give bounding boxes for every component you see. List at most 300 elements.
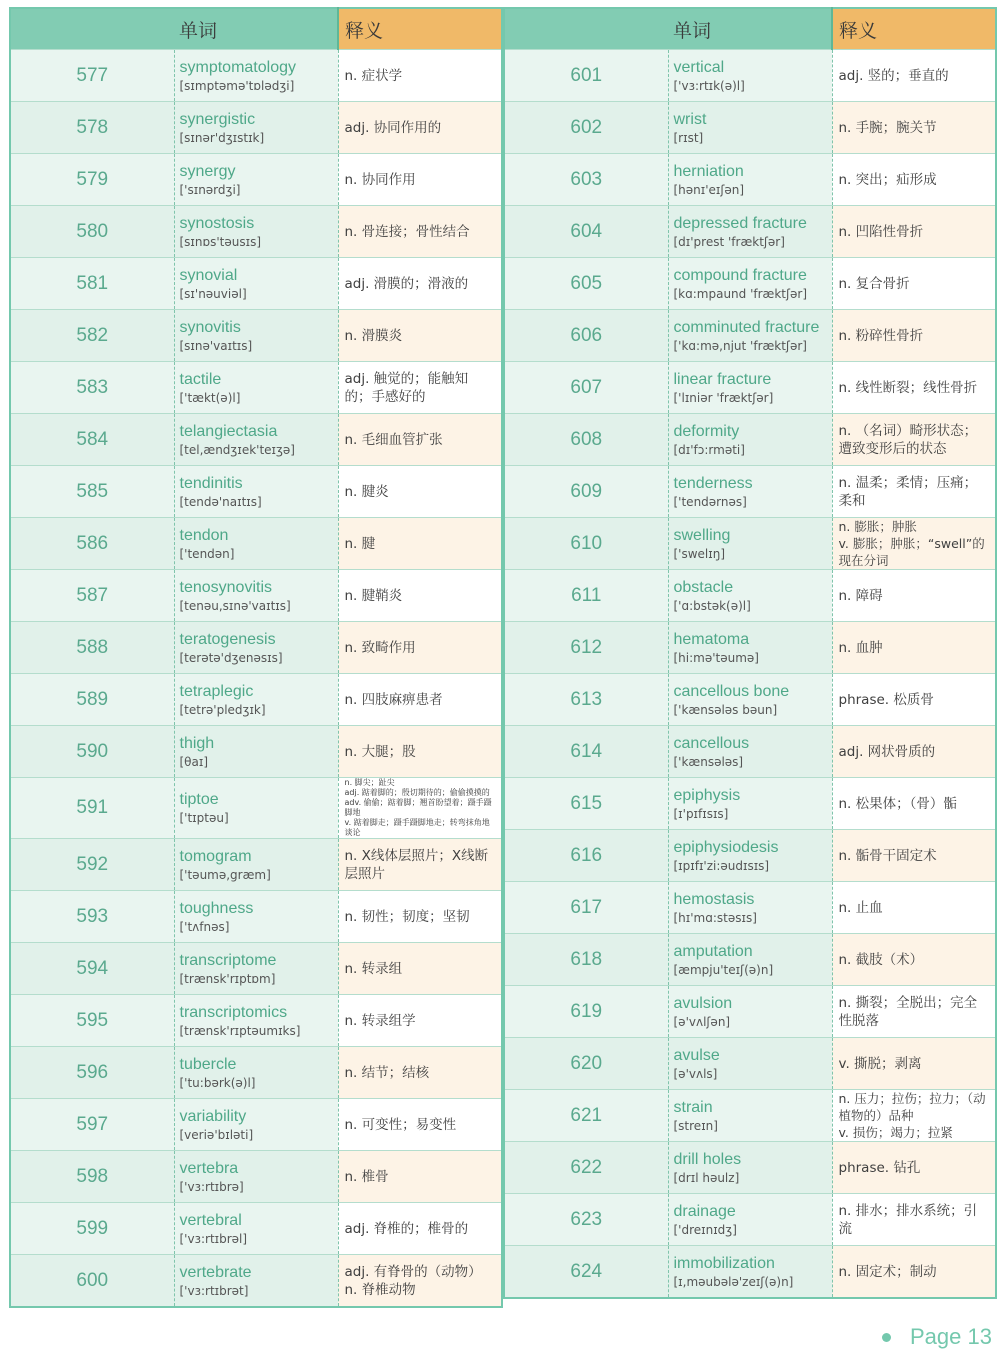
entry-phonetic: [tel,ændʒɪek'teɪʒə] [179,442,295,457]
entry-phonetic: [sɪmptəmə'tɒlədʒi] [179,78,295,93]
entry-word: synostosis [179,214,255,232]
definition-cell [338,622,502,674]
entry-definition: n. 椎骨 [344,1168,389,1185]
entry-definition: adj. 踮着脚的；殷切期待的；偷偷摸摸的 [344,788,490,797]
definition-cell [338,570,502,622]
table-row [10,674,502,726]
word-cell [174,726,338,778]
entry-number: 587 [10,570,174,622]
entry-phonetic: [tetrə'pledʒɪk] [179,702,266,717]
page-footer [878,1324,998,1354]
entry-number: 601 [504,50,668,102]
entry-number: 597 [10,1099,174,1151]
definition-cell [338,674,502,726]
entry-number: 602 [504,102,668,154]
entry-phonetic: ['tækt(ə)l] [179,390,241,405]
entry-definition: n. 骨连接；骨性结合 [344,223,470,240]
table-row [10,1255,502,1308]
entry-word: drill holes [673,1150,742,1168]
word-cell [668,726,832,778]
table-row [504,1194,996,1246]
word-cell [668,1090,832,1142]
word-cell [668,1038,832,1090]
entry-word: thigh [179,734,215,752]
table-row [10,891,502,943]
table-row [10,518,502,570]
definition-cell [832,1194,996,1246]
word-cell [174,414,338,466]
entry-word: hemostasis [673,890,755,908]
entry-word: wrist [673,110,707,128]
entry-phonetic: ['tɪptəu] [179,811,229,825]
entry-number: 589 [10,674,174,726]
entry-phonetic: ['ɑ:bstək(ə)l] [673,598,751,613]
entry-phonetic: ['swelɪŋ] [673,546,726,561]
table-row [10,1099,502,1151]
definition-cell [832,1090,996,1142]
word-cell [668,1142,832,1194]
definition-cell [832,518,996,570]
entry-number: 577 [10,50,174,102]
word-cell [174,943,338,995]
entry-number: 618 [504,934,668,986]
entry-word: synovitis [179,318,241,336]
entry-phonetic: ['kænsələs bəun] [673,702,778,717]
word-cell [174,1099,338,1151]
entry-word: swelling [673,526,731,544]
definition-cell [832,882,996,934]
table-row [504,310,996,362]
entry-number: 607 [504,362,668,414]
table-row [10,622,502,674]
entry-number: 611 [504,570,668,622]
entry-phonetic: [ɪ'pɪfɪsɪs] [673,806,729,821]
table-row [10,943,502,995]
word-cell [668,986,832,1038]
entry-word: obstacle [673,578,734,596]
entry-definition: v. 踮着脚走；蹑手蹑脚地走；转弯抹角地谈论 [344,818,490,837]
table-row [504,622,996,674]
entry-word: variability [179,1107,247,1125]
entry-definition: adj. 有脊骨的（动物） [344,1263,482,1280]
entry-phonetic: [hɪ'mɑ:stəsɪs] [673,910,757,925]
word-cell [174,206,338,258]
entry-definition: n. 结节；结核 [344,1064,430,1081]
entry-word: tendinitis [179,474,243,492]
entry-number: 592 [10,839,174,891]
entry-definition: n. 血肿 [838,639,883,656]
entry-word: immobilization [673,1254,775,1272]
table-row [10,310,502,362]
definition-cell [338,518,502,570]
table-row [10,102,502,154]
definition-cell [338,943,502,995]
header-word: 单词 [668,8,832,50]
entry-definition: n. 止血 [838,899,883,916]
word-cell [174,258,338,310]
entry-word: synergistic [179,110,256,128]
word-cell [668,622,832,674]
definition-cell [338,1151,502,1203]
table-row [10,1047,502,1099]
entry-definition: n. 转录组学 [344,1012,416,1029]
entry-number: 613 [504,674,668,726]
table-row [504,518,996,570]
entry-phonetic: ['tendərnəs] [673,494,747,509]
entry-definition: v. 撕脱；剥离 [838,1055,922,1072]
definition-cell [832,206,996,258]
table-row [504,778,996,830]
entry-definition: n. 排水；排水系统；引流 [838,1202,978,1237]
entry-word: vertebra [179,1159,239,1177]
definition-cell [338,102,502,154]
table-header [10,8,502,50]
entry-number: 580 [10,206,174,258]
entry-number: 595 [10,995,174,1047]
word-cell [174,839,338,891]
entry-phonetic: [ə'vʌlʃən] [673,1014,731,1029]
table-row [504,674,996,726]
entry-definition: phrase. 松质骨 [838,691,934,708]
table-row [504,154,996,206]
entry-word: synovial [179,266,238,284]
word-cell [174,1203,338,1255]
entry-definition: n. 毛细血管扩张 [344,431,443,448]
definition-cell [832,50,996,102]
entry-number: 594 [10,943,174,995]
table-row [10,726,502,778]
entry-phonetic: [tendə'naɪtɪs] [179,494,262,509]
word-cell [668,830,832,882]
definition-cell [832,414,996,466]
definition-cell [338,362,502,414]
entry-definition: n. 截肢（术） [838,951,924,968]
entry-word: avulsion [673,994,733,1012]
entry-number: 581 [10,258,174,310]
definition-cell [338,310,502,362]
definition-cell [832,570,996,622]
table-row [504,362,996,414]
word-cell [174,778,338,839]
entry-number: 612 [504,622,668,674]
entry-phonetic: ['dreɪnɪdʒ] [673,1222,737,1237]
definition-cell [832,258,996,310]
entry-number: 604 [504,206,668,258]
table-row [10,414,502,466]
table-row [504,258,996,310]
entry-number: 596 [10,1047,174,1099]
entry-word: symptomatology [179,58,296,76]
table-row [504,726,996,778]
entry-phonetic: [sɪnə'vaɪtɪs] [179,338,253,353]
vocab-table-right [503,7,997,1299]
entry-phonetic: [trænsk'rɪptɒm] [179,971,276,986]
entry-phonetic: ['vɜ:rtɪbrət] [179,1283,249,1298]
entry-word: vertebrate [179,1263,252,1281]
word-cell [174,310,338,362]
word-cell [174,50,338,102]
entry-phonetic: [sɪnər'dʒɪstɪk] [179,130,265,145]
entry-definition: adv. 偷偷；踮着脚；翘首盼望着；蹑手蹑脚地 [344,798,492,817]
word-cell [174,891,338,943]
word-cell [174,622,338,674]
table-row [504,50,996,102]
definition-cell [338,1099,502,1151]
word-cell [668,414,832,466]
entry-definition: n. 障碍 [838,587,883,604]
definition-cell [338,995,502,1047]
entry-definition: n. X线体层照片；X线断层照片 [344,847,489,882]
entry-word: tendon [179,526,229,544]
entry-phonetic: [hənɪ'eɪʃən] [673,182,745,197]
vocab-rows-left [10,50,502,1308]
definition-cell [832,934,996,986]
entry-number: 588 [10,622,174,674]
entry-number: 606 [504,310,668,362]
entry-phonetic: [dɪ'fɔ:rməti] [673,442,745,457]
entry-phonetic: [dɪ'prest 'fræktʃər] [673,234,785,249]
entry-number: 585 [10,466,174,518]
word-cell [668,674,832,726]
table-row [10,570,502,622]
entry-definition: n. 大腿；股 [344,743,416,760]
entry-phonetic: [sɪnɒs'təusɪs] [179,234,262,249]
table-row [504,882,996,934]
entry-phonetic: [æmpju'teɪʃ(ə)n] [673,962,774,977]
entry-phonetic: ['vɜ:rtɪbrə] [179,1179,244,1194]
entry-phonetic: [tenəu,sɪnə'vaɪtɪs] [179,598,291,613]
table-row [10,362,502,414]
entry-word: tenderness [673,474,753,492]
definition-cell [338,726,502,778]
table-row [10,1151,502,1203]
entry-definition: n. 手腕；腕关节 [838,119,937,136]
entry-number: 605 [504,258,668,310]
entry-number: 608 [504,414,668,466]
header-word: 单词 [174,8,338,50]
entry-definition: adj. 触觉的；能触知的；手感好的 [344,370,469,405]
entry-definition: n. 粉碎性骨折 [838,327,924,344]
entry-word: vertical [673,58,725,76]
entry-phonetic: [sɪ'nəuviəl] [179,286,247,301]
entry-definition: v. 损伤；竭力；拉紧 [838,1125,953,1140]
entry-definition: n. 滑膜炎 [344,327,403,344]
entry-number: 599 [10,1203,174,1255]
entry-definition: n. 症状学 [344,67,403,84]
word-cell [174,1047,338,1099]
definition-cell [832,310,996,362]
entry-number: 603 [504,154,668,206]
entry-phonetic: [terətə'dʒenəsɪs] [179,650,283,665]
entry-word: cancellous bone [673,682,790,700]
entry-number: 593 [10,891,174,943]
table-row [10,206,502,258]
entry-number: 600 [10,1255,174,1308]
word-cell [668,778,832,830]
entry-word: teratogenesis [179,630,276,648]
table-row [10,839,502,891]
definition-cell [832,1038,996,1090]
table-header [504,8,996,50]
entry-definition: v. 膨胀；肿胀；“swell”的现在分词 [838,536,985,568]
entry-definition: n. 复合骨折 [838,275,910,292]
entry-phonetic: [ɪpɪfɪ'zi:əudɪsɪs] [673,858,770,873]
entry-phonetic: ['tendən] [179,546,235,561]
entry-phonetic: [streɪn] [673,1118,718,1133]
entry-definition: n. 骺骨干固定术 [838,847,937,864]
definition-cell [832,1142,996,1194]
word-cell [174,1151,338,1203]
entry-definition: n. 脊椎动物 [344,1281,416,1298]
entry-number: 622 [504,1142,668,1194]
table-row [504,570,996,622]
word-cell [174,466,338,518]
entry-definition: n. （名词）畸形状态；遭致变形后的状态 [838,422,978,457]
word-cell [668,882,832,934]
entry-word: tomogram [179,847,252,865]
entry-definition: n. 撕裂；全脱出；完全性脱落 [838,994,978,1029]
definition-cell [832,622,996,674]
word-cell [668,154,832,206]
entry-word: epiphysiodesis [673,838,779,856]
entry-definition: adj. 网状骨质的 [838,743,936,760]
table-row [10,154,502,206]
entry-phonetic: [veriə'bɪləti] [179,1127,254,1142]
entry-definition: n. 膨胀；肿胀 [838,519,917,534]
entry-definition: n. 腱鞘炎 [344,587,403,604]
entry-phonetic: [ɪ,məubələ'zeɪʃ(ə)n] [673,1274,794,1289]
entry-phonetic: ['sɪnərdʒi] [179,182,241,197]
word-cell [174,1255,338,1308]
table-row [10,995,502,1047]
entry-word: comminuted fracture [673,318,820,336]
entry-number: 584 [10,414,174,466]
table-row [10,258,502,310]
entry-definition: n. 致畸作用 [344,639,416,656]
table-row [504,934,996,986]
entry-word: herniation [673,162,744,180]
vocab-table-left [9,7,503,1308]
entry-number: 616 [504,830,668,882]
table-row [504,206,996,258]
entry-definition: n. 压力；拉伤；拉力；（动植物的）品种 [838,1091,986,1123]
entry-definition: adj. 滑膜的；滑液的 [344,275,469,292]
definition-cell [832,466,996,518]
table-row [504,414,996,466]
entry-word: linear fracture [673,370,772,388]
entry-word: hematoma [673,630,750,648]
entry-number: 610 [504,518,668,570]
entry-number: 620 [504,1038,668,1090]
entry-word: deformity [673,422,740,440]
entry-definition: n. 腱炎 [344,483,389,500]
entry-number: 591 [10,778,174,839]
table-row [10,50,502,102]
entry-definition: adj. 脊椎的；椎骨的 [344,1220,469,1237]
table-row [504,102,996,154]
word-cell [174,570,338,622]
vocab-rows-right [504,50,996,1299]
definition-cell [832,102,996,154]
entry-definition: n. 突出；疝形成 [838,171,937,188]
entry-definition: n. 固定术；制动 [838,1263,937,1280]
entry-word: transcriptome [179,951,277,969]
entry-word: amputation [673,942,753,960]
entry-number: 619 [504,986,668,1038]
definition-cell [338,258,502,310]
entry-number: 590 [10,726,174,778]
definition-cell [338,1203,502,1255]
bullet-dot-icon [882,1333,891,1342]
header-number-cell [504,8,668,50]
word-cell [668,50,832,102]
definition-cell [832,778,996,830]
entry-phonetic: ['kænsələs] [673,754,744,769]
entry-definition: n. 韧性；韧度；坚韧 [344,908,470,925]
definition-cell [338,50,502,102]
definition-cell [832,986,996,1038]
entry-definition: n. 四肢麻痹患者 [344,691,443,708]
word-cell [668,102,832,154]
word-cell [668,934,832,986]
entry-word: telangiectasia [179,422,278,440]
definition-cell [832,830,996,882]
word-cell [668,362,832,414]
entry-definition: n. 协同作用 [344,171,416,188]
entry-word: depressed fracture [673,214,807,232]
table-row [504,830,996,882]
entry-word: epiphysis [673,786,741,804]
entry-word: vertebral [179,1211,242,1229]
entry-number: 617 [504,882,668,934]
entry-number: 582 [10,310,174,362]
definition-cell [338,839,502,891]
table-row [10,466,502,518]
table-row [504,1038,996,1090]
entry-definition: n. 腱 [344,535,376,552]
word-cell [174,362,338,414]
word-cell [174,518,338,570]
entry-word: tubercle [179,1055,237,1073]
definition-cell [338,414,502,466]
entry-definition: n. 脚尖；趾尖 [344,778,395,787]
header-definition: 释义 [832,8,996,50]
word-cell [668,518,832,570]
entry-number: 579 [10,154,174,206]
entry-number: 578 [10,102,174,154]
entry-number: 609 [504,466,668,518]
definition-cell [338,891,502,943]
entry-word: compound fracture [673,266,807,284]
entry-word: synergy [179,162,236,180]
entry-number: 624 [504,1246,668,1299]
entry-phonetic: [θaɪ] [179,754,209,769]
definition-cell [338,466,502,518]
word-cell [174,154,338,206]
entry-word: toughness [179,899,254,917]
entry-phonetic: ['tu:bərk(ə)l] [179,1075,256,1090]
entry-definition: n. 温柔；柔情；压痛；柔和 [838,474,978,509]
word-cell [668,570,832,622]
entry-word: tactile [179,370,222,388]
word-cell [668,310,832,362]
entry-definition: phrase. 钻孔 [838,1159,921,1176]
entry-definition: n. 线性断裂；线性骨折 [838,379,978,396]
entry-word: avulse [673,1046,720,1064]
word-cell [668,1194,832,1246]
definition-cell [832,674,996,726]
table-row [10,1203,502,1255]
